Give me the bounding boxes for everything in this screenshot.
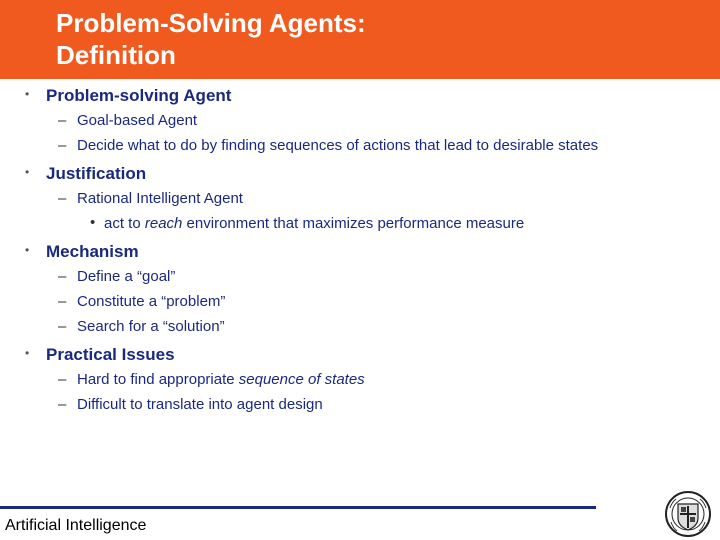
- sub-bullet-decide: [58, 137, 599, 154]
- dash-marker: –: [58, 318, 67, 335]
- text-post: environment that maximizes performance measure: [182, 215, 525, 232]
- sub-bullet-text: Rational Intelligent Agent: [77, 190, 243, 207]
- bullet-marker: •: [25, 87, 30, 101]
- title-line-1: Problem-Solving Agents:: [56, 8, 366, 38]
- bullet-marker: •: [90, 214, 96, 231]
- sub-bullet-text: Constitute a “problem”: [77, 293, 226, 310]
- dash-marker: –: [58, 137, 67, 154]
- title-line-2: Definition: [56, 40, 176, 70]
- sub-bullet-text: Decide what to do by finding sequences of actions that lead to desirable states: [77, 137, 599, 154]
- sub-bullet-constitute-problem: [58, 293, 226, 310]
- footer-rule: [0, 506, 596, 509]
- dash-marker: –: [58, 371, 67, 388]
- text-pre: act to: [104, 215, 145, 232]
- bullet-problem-solving-agent: [25, 86, 232, 106]
- sub-bullet-goal-based: [58, 112, 198, 129]
- sub-bullet-hard-to-find: [58, 371, 365, 388]
- sub-bullet-text: Search for a “solution”: [77, 318, 225, 335]
- bullet-marker: •: [25, 243, 30, 257]
- sub-bullet-text: Define a “goal”: [77, 268, 176, 285]
- bullet-practical-issues: [25, 345, 175, 365]
- footer-label: Artificial Intelligence: [5, 517, 147, 534]
- text-pre: Hard to find appropriate: [77, 371, 239, 388]
- bullet-text: Practical Issues: [46, 345, 175, 364]
- title-bar: [0, 0, 720, 79]
- dash-marker: –: [58, 293, 67, 310]
- sub-bullet-search-solution: [58, 318, 225, 335]
- sub-bullet-difficult-translate: [58, 396, 323, 413]
- text-emphasis: reach: [144, 215, 183, 232]
- bullet-marker: •: [25, 165, 30, 179]
- dash-marker: –: [58, 112, 67, 129]
- dash-marker: –: [58, 268, 67, 285]
- dash-marker: –: [58, 190, 67, 207]
- bullet-marker: •: [25, 346, 30, 360]
- text-emphasis: sequence of states: [238, 371, 365, 388]
- bullet-mechanism: [25, 242, 139, 262]
- university-seal-icon: [662, 490, 714, 538]
- slide-title: [56, 7, 366, 71]
- bullet-justification: [25, 164, 147, 184]
- sub-sub-bullet-act-to-reach: [90, 214, 525, 232]
- sub-bullet-rational: [58, 190, 243, 207]
- sub-bullet-text: Goal-based Agent: [77, 112, 198, 129]
- dash-marker: –: [58, 396, 67, 413]
- bullet-text: Mechanism: [46, 242, 139, 261]
- bullet-text: Problem-solving Agent: [46, 86, 232, 105]
- sub-bullet-define-goal: [58, 268, 176, 285]
- sub-bullet-text: Difficult to translate into agent design: [77, 396, 323, 413]
- bullet-text: Justification: [46, 164, 147, 183]
